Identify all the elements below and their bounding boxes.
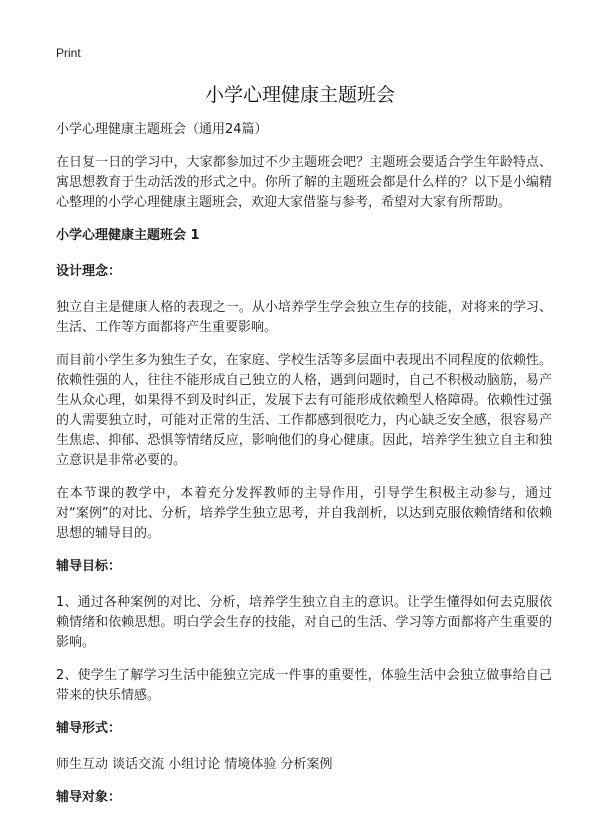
goal-item-1: 1、通过各种案例的对比、分析，培养学生独立自主的意识。让学生懂得如何去克服依赖情绪和依赖思想。明白学会生存的技能，对自己的生活、学习等方面都将产生重要的影响。 xyxy=(56,595,552,650)
design-concept-heading: 设计理念： xyxy=(56,264,122,279)
print-link[interactable]: Print xyxy=(56,46,81,60)
forms-text: 师生互动 谈话交流 小组讨论 情境体验 分析案例 xyxy=(56,757,333,772)
goals-heading: 辅导目标： xyxy=(56,559,122,574)
audience-heading: 辅导对象： xyxy=(56,790,122,805)
design-paragraph-3: 在本节课的教学中，本着充分发挥教师的主导作用，引导学生积极主动参与，通过对“案例”的对比、分析，培养学生独立思考，并自我剖析，以达到克服依赖情绪和依赖思想的辅导目的。 xyxy=(56,486,552,541)
goal-item-2: 2、使学生了解学习生活中能独立完成一件事的重要性，体验生活中会独立做事给自己带来的快乐情感。 xyxy=(56,668,552,703)
design-paragraph-1: 独立自主是健康人格的表现之一。从小培养学生学会独立生存的技能，对将来的学习、生活、工作等方面都将产生重要影响。 xyxy=(56,300,552,335)
article-subtitle: 小学心理健康主题班会（通用24篇） xyxy=(56,122,268,137)
intro-paragraph: 在日复一日的学习中，大家都参加过不少主题班会吧？主题班会要适合学生年龄特点、寓思想教育于生动活泼的形式之中。你所了解的主题班会都是什么样的？以下是小编精心整理的小学心理健康主题班会，欢迎大家借鉴与参考，希望对大家有所帮助。 xyxy=(56,155,552,210)
design-paragraph-2: 而目前小学生多为独生子女，在家庭、学校生活等多层面中表现出不同程度的依赖性。依赖性强的人，往往不能形成自己独立的人格，遇到问题时，自己不积极动脑筋，易产生从众心理，如果得不到及时纠正，发展下去有可能形成依赖型人格障碍。依赖性过强的人需要独立时，可能对正常的生活、工作都感到很吃力，内心缺乏安全感，很容易产生焦虑、抑郁、恐惧等情绪反应，影响他们的身心健康。因此，培养学生独立自主和独立意识是非常必要的。 xyxy=(56,353,552,468)
article-body xyxy=(56,120,552,824)
forms-heading: 辅导形式： xyxy=(56,721,122,736)
section-heading: 小学心理健康主题班会 1 xyxy=(56,228,200,243)
page-title: 小学心理健康主题班会 xyxy=(204,84,395,106)
